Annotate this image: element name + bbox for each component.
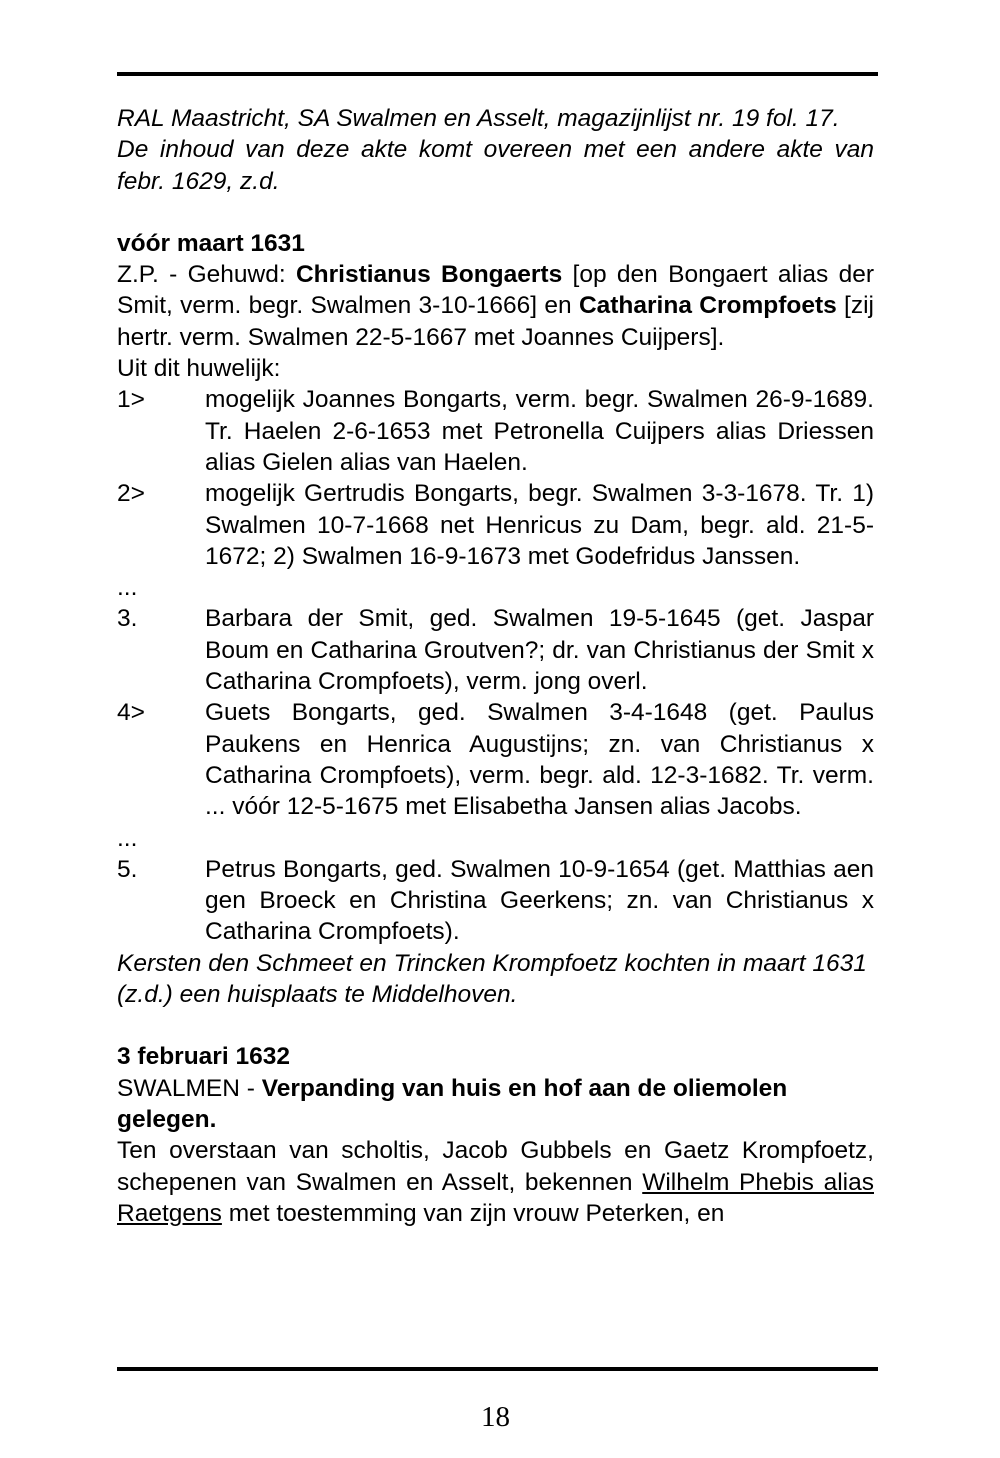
list-item <box>117 697 874 822</box>
source-reference <box>117 103 874 197</box>
page-number: 18 <box>481 1401 510 1433</box>
item-text: Guets Bongarts, ged. Swalmen 3-4-1648 (get. Paulus Paukens en Henrica Augustijns; zn. van Christianus x Catharina Crompfoets), verm. begr. ald. 12-3-1682. Tr. verm. ... vóór 12-5-1675 met Elisabetha Jansen alias Jacobs. <box>205 699 874 821</box>
entry-2-heading <box>117 1073 874 1136</box>
item-text: Petrus Bongarts, ged. Swalmen 10-9-1654 (get. Matthias aen gen Broeck en Christina Geerkens; zn. van Christianus x Catharina Crompfoets). <box>205 855 874 946</box>
list-item <box>117 854 874 948</box>
item-number: 3. <box>117 605 138 633</box>
entry-2-body <box>117 1135 874 1229</box>
entry-2-place: SWALMEN - <box>117 1074 262 1102</box>
source-line-1: RAL Maastricht, SA Swalmen en Asselt, magazijnlijst nr. 19 fol. 17. <box>117 105 840 132</box>
body-text-end: met toestemming van zijn vrouw Peterken, en <box>221 1199 725 1227</box>
page-content <box>117 103 874 1229</box>
entry-2-date: 3 februari 1632 <box>117 1043 290 1071</box>
entry-2-title: Verpanding van huis en hof aan de oliemolen gelegen. <box>117 1074 788 1133</box>
list-item <box>117 384 874 478</box>
person-name: Wilhelm Phebis alias Raetgens <box>117 1168 874 1227</box>
item-text: Barbara der Smit, ged. Swalmen 19-5-1645 (get. Jaspar Boum en Catharina Groutven?; dr. van Christianus der Smit x Catharina Crompfoets), verm. jong overl. <box>205 605 874 696</box>
list-item <box>117 603 874 697</box>
item-text: mogelijk Joannes Bongarts, verm. begr. Swalmen 26-9-1689. Tr. Haelen 2-6-1653 met Petronella Cuijpers alias Driessen alias Gielen alias van Haelen. <box>205 386 874 476</box>
source-line-2: De inhoud van deze akte komt overeen met een andere akte van febr. 1629, z.d. <box>117 136 874 195</box>
document-page <box>117 0 874 1458</box>
item-text <box>205 823 874 854</box>
top-rule <box>117 72 878 76</box>
entry-1-date: vóór maart 1631 <box>117 229 305 257</box>
item-number: ... <box>117 824 138 852</box>
item-text: mogelijk Gertrudis Bongarts, begr. Swalmen 3-3-1678. Tr. 1) Swalmen 10-7-1668 net Henricus zu Dam, begr. ald. 21-5-1672; 2) Swalmen 16-9-1673 met Godefridus Janssen. <box>205 480 874 570</box>
marriage-prefix: Z.P. - Gehuwd: <box>117 261 296 289</box>
husband-name: Christianus Bongaerts <box>295 261 563 289</box>
item-text <box>205 572 874 603</box>
husband-details: [op den Bongaert alias der Smit, verm. begr. Swalmen 3-10-1666] en <box>117 261 874 320</box>
item-number: ... <box>117 574 138 602</box>
item-number: 5. <box>117 855 138 883</box>
body-text-start: Ten overstaan van scholtis, Jacob Gubbels en Gaetz Krompfoetz, schepenen van Swalmen en Asselt, bekennen <box>117 1137 874 1196</box>
item-number: 4> <box>117 699 145 727</box>
children-intro: Uit dit huwelijk: <box>117 355 281 383</box>
wife-name: Catharina Crompfoets <box>578 292 837 320</box>
bottom-rule <box>117 1367 878 1371</box>
entry-1-note: Kersten den Schmeet en Trincken Krompfoetz kochten in maart 1631 (z.d.) een huisplaats te Middelhoven. <box>117 949 867 1009</box>
list-ellipsis <box>117 823 874 854</box>
wife-details: [zij hertr. verm. Swalmen 22-5-1667 met Joannes Cuijpers]. <box>117 292 874 351</box>
list-item <box>117 478 874 572</box>
children-list <box>117 384 874 947</box>
entry-1-marriage <box>117 259 874 353</box>
item-number: 1> <box>117 386 145 414</box>
item-number: 2> <box>117 480 145 508</box>
list-ellipsis <box>117 572 874 603</box>
